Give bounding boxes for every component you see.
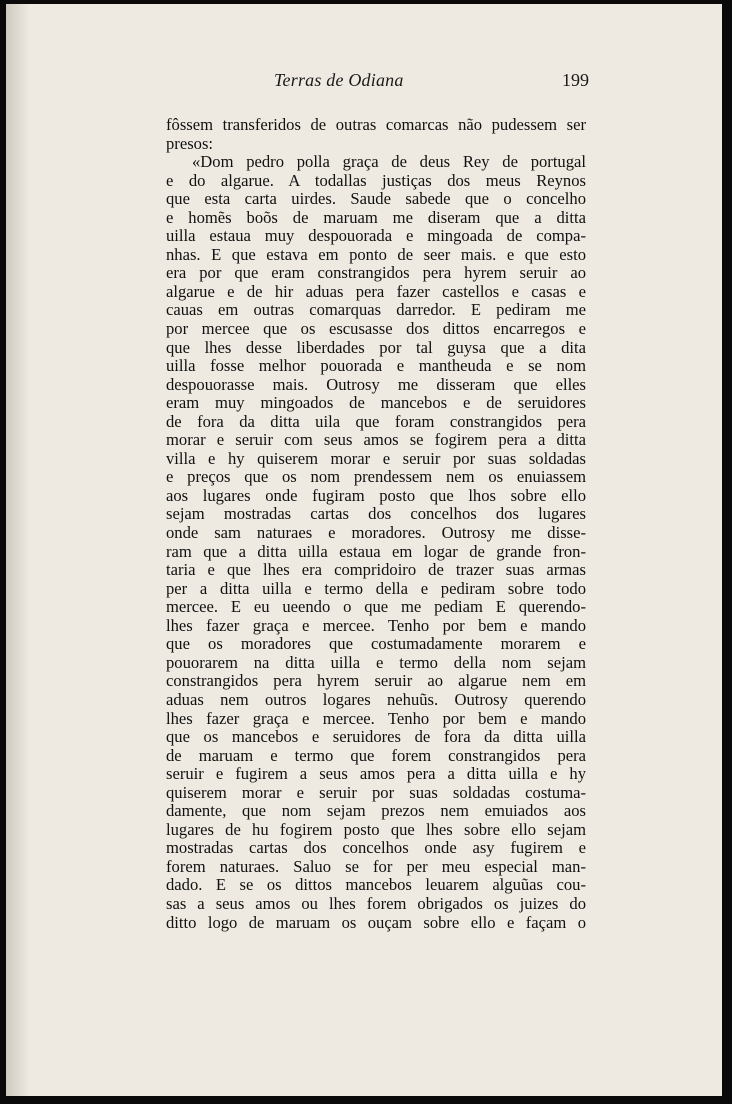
text-line: constrangidos pera hyrem seruir ao algarue nem em: [166, 671, 586, 691]
text-line: quiserem morar e seruir por suas soldadas costuma-: [166, 782, 586, 802]
text-line: que esta carta uirdes. Saude sabede que o concelho: [166, 189, 586, 209]
text-line: sejam mostradas cartas dos concelhos dos lugares: [166, 504, 586, 524]
text-line: que lhes desse liberdades por tal guysa que a dita: [166, 337, 586, 357]
text-line: de fora da ditta uila que foram constrangidos pera: [166, 411, 586, 431]
page-number: 199: [562, 70, 589, 90]
text-line: eram muy mingoados de mancebos e de seruidores: [166, 393, 586, 413]
text-line: e preços que os nom prendessem nem os enuiassem: [166, 467, 586, 487]
text-line: algarue e de hir aduas pera fazer castellos e casas e: [166, 281, 586, 301]
text-line: aos lugares onde fugiram posto que lhos sobre ello: [166, 485, 586, 505]
text-line: dado. E se os dittos mancebos leuarem alguũas cou-: [166, 875, 586, 895]
text-line: que os moradores que costumadamente morarem e: [166, 634, 586, 654]
text-line: fôssem transferidos de outras comarcas não pudessem ser: [166, 115, 586, 134]
text-line: e do algarue. A todallas justiças dos meus Reynos: [166, 170, 586, 190]
text-line: seruir e fugirem a seus amos pera a ditta uilla e hy: [166, 764, 586, 784]
body-text: [166, 116, 586, 932]
text-line: lhes fazer graça e mercee. Tenho por bem e mando: [166, 708, 586, 728]
text-line: ditto logo de maruam os ouçam sobre ello e façam o: [166, 912, 586, 932]
text-line: era por que eram constrangidos pera hyrem seruir ao: [166, 263, 586, 283]
book-page: [6, 4, 722, 1096]
text-line: lhes fazer graça e mercee. Tenho por bem e mando: [166, 615, 586, 635]
text-line: por mercee que os escusasse dos dittos encarregos e: [166, 319, 586, 339]
text-line: cauas em outras comarquas darredor. E pediram me: [166, 300, 586, 320]
running-title: Terras de Odiana: [274, 70, 404, 90]
text-line: lugares de hu fogirem posto que lhes sobre ello sejam: [166, 819, 586, 839]
text-line: forem naturaes. Saluo se for per meu especial man-: [166, 856, 586, 876]
text-line: «Dom pedro polla graça de deus Rey de portugal: [192, 152, 586, 172]
text-line: onde sam naturaes e moradores. Outrosy me disse-: [166, 523, 586, 543]
text-line: e homẽs boõs de maruam me diseram que a ditta: [166, 207, 586, 227]
text-line: uilla fosse melhor pouorada e mantheuda e se nom: [166, 356, 586, 376]
text-line: mercee. E eu ueendo o que me pediam E querendo-: [166, 597, 586, 617]
text-line: uilla estaua muy despouorada e mingoada de compa-: [166, 226, 586, 246]
text-line: villa e hy quiserem morar e seruir por suas soldadas: [166, 448, 586, 468]
text-line: damente, que nom sejam prezos nem emuiados aos: [166, 801, 586, 821]
text-line: que os mancebos e seruidores de fora da ditta uilla: [166, 727, 586, 747]
text-line: pouorarem na ditta uilla e termo della nom sejam: [166, 652, 586, 672]
text-line: nhas. E que estava em ponto de seer mais. e que esto: [166, 244, 586, 264]
text-line: ram que a ditta uilla estaua em logar de grande fron-: [166, 541, 586, 561]
text-line: sas a seus amos ou lhes forem obrigados os juizes do: [166, 893, 586, 913]
text-line: aduas nem outros logares nehuũs. Outrosy querendo: [166, 689, 586, 709]
page-header: [6, 70, 722, 94]
text-line: despouorasse mais. Outrosy me disseram que elles: [166, 374, 586, 394]
text-line: morar e seruir com seus amos se fogirem pera a ditta: [166, 430, 586, 450]
text-line: mostradas cartas dos concelhos onde asy fugirem e: [166, 838, 586, 858]
text-line: de maruam e termo que forem constrangidos pera: [166, 745, 586, 765]
text-line: taria e que lhes era compridoiro de trazer suas armas: [166, 560, 586, 580]
text-line: per a ditta uilla e termo della e pediram sobre todo: [166, 578, 586, 598]
text-line: presos:: [166, 133, 214, 153]
page-gutter-shadow: [6, 4, 30, 1096]
